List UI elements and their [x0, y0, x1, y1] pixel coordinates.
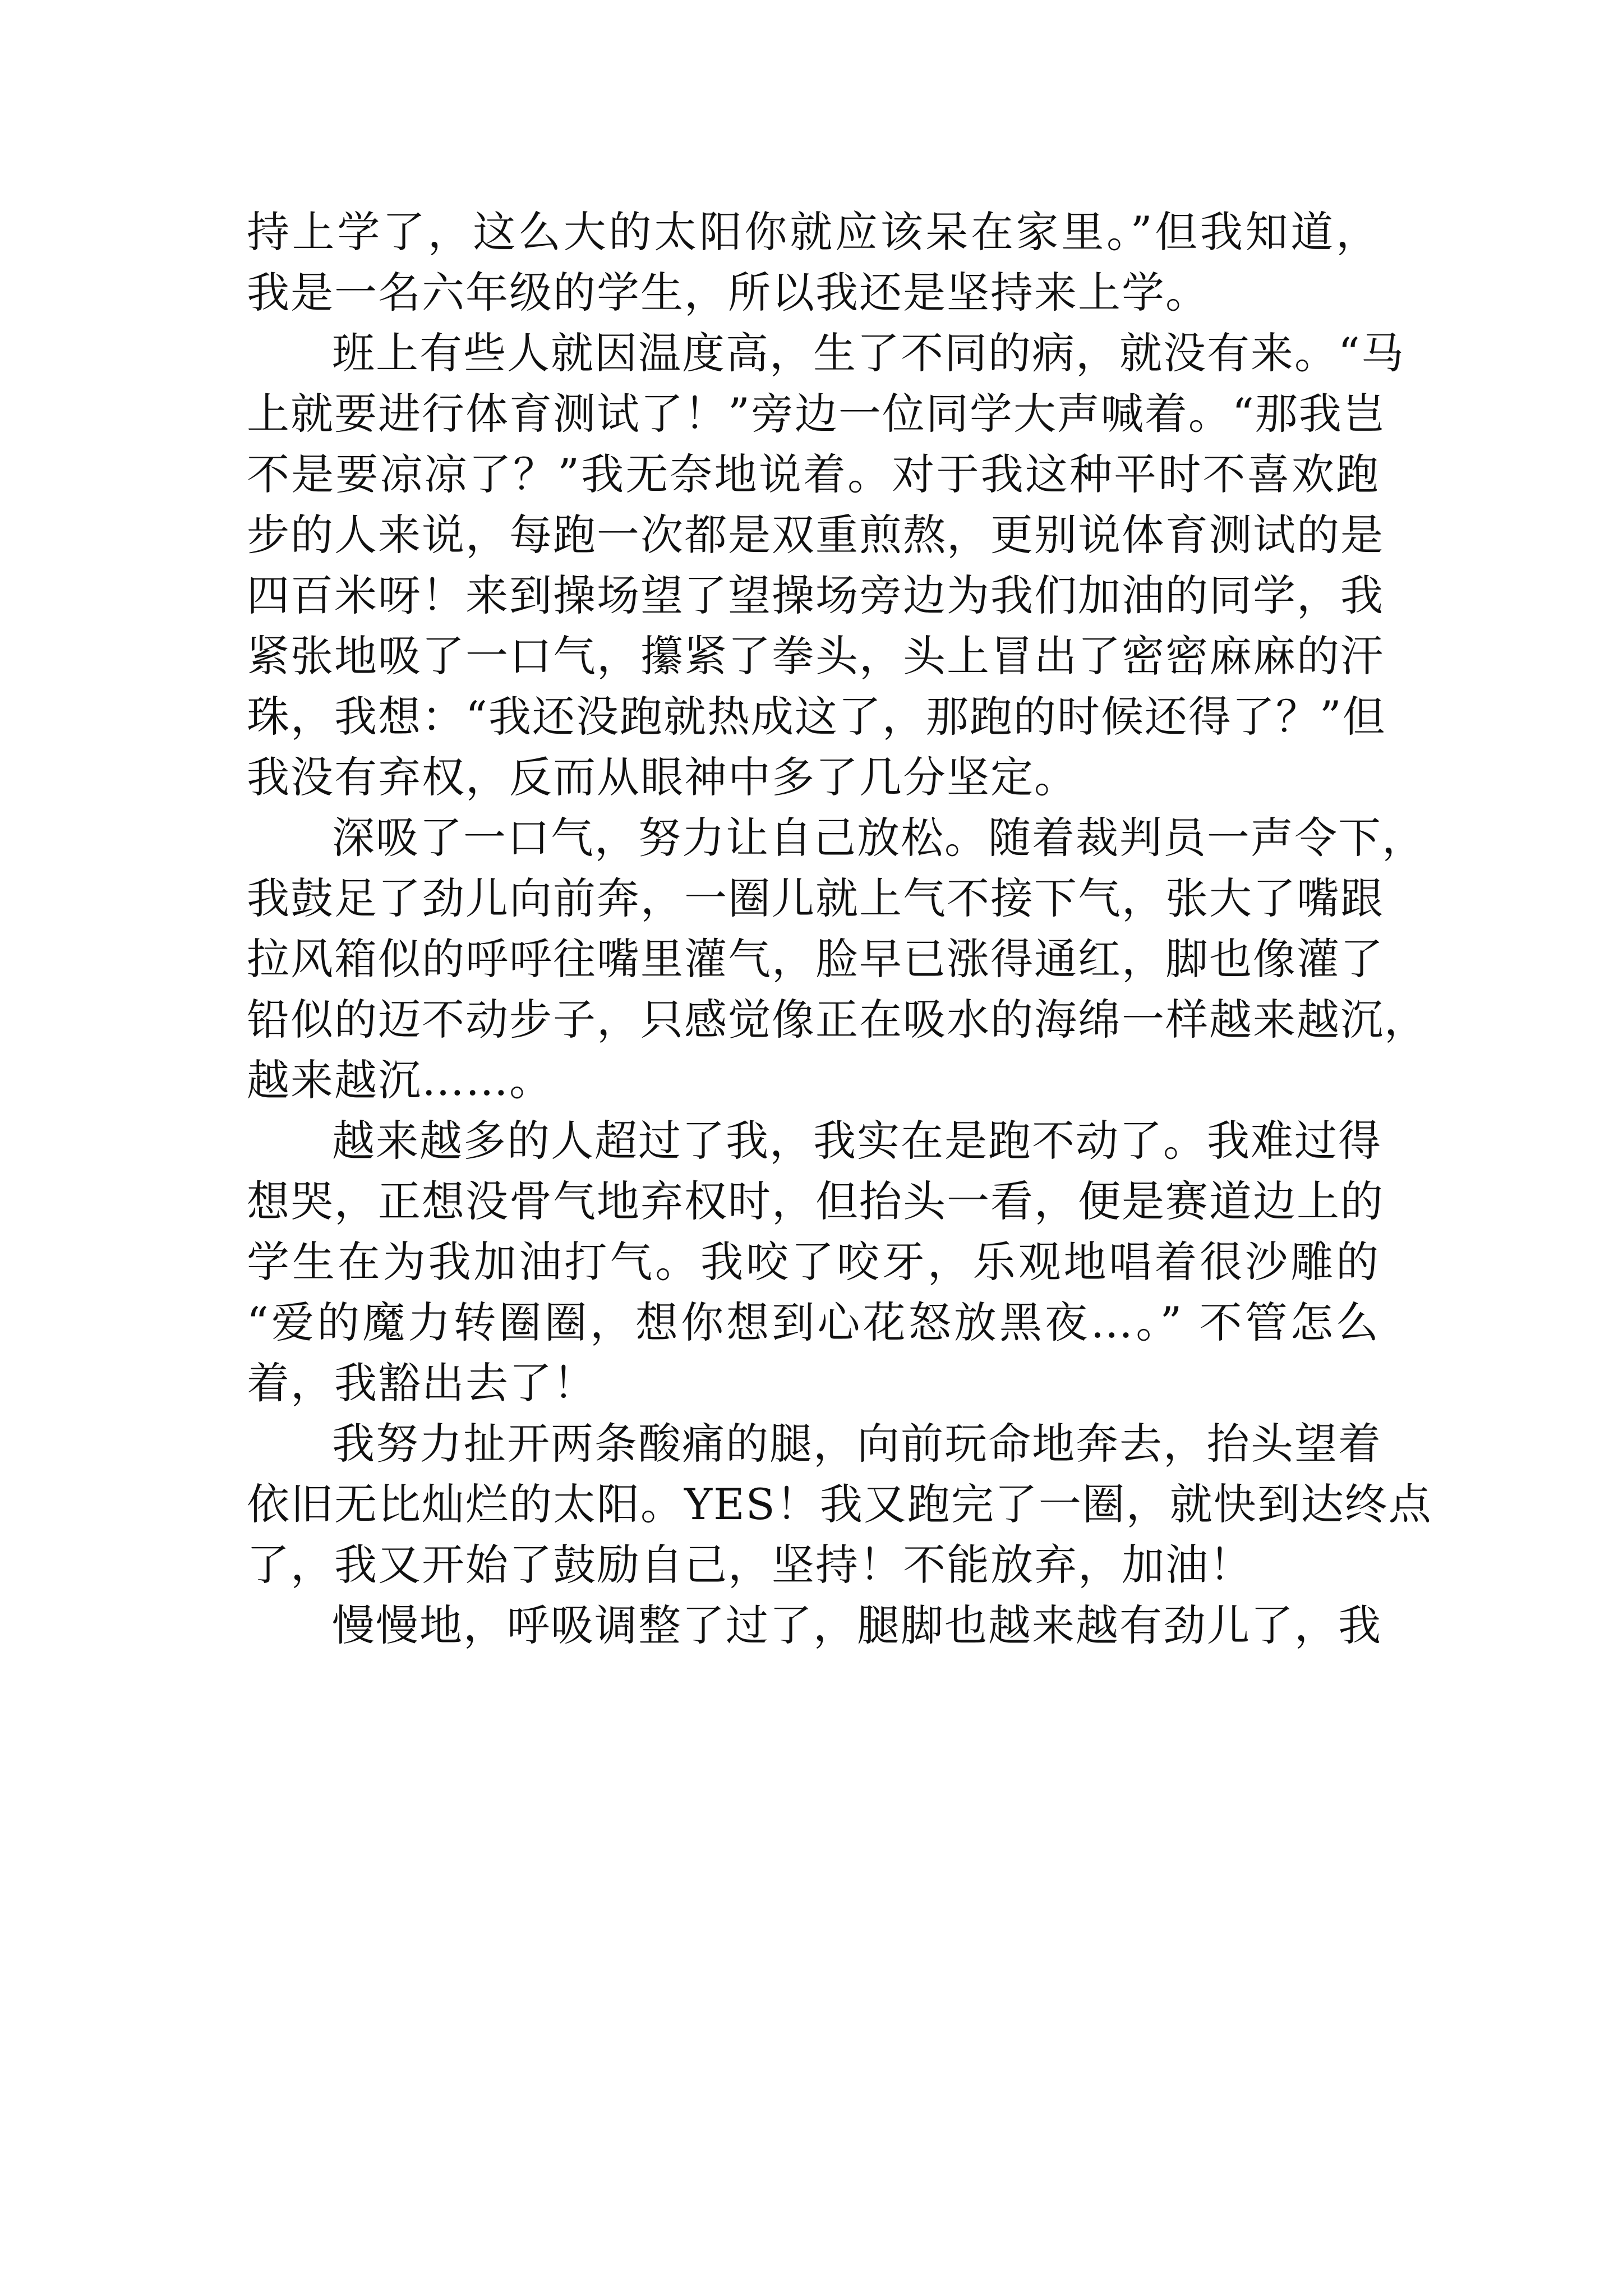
- paragraph-first-line: 深吸了一口气，努力让自己放松。随着裁判员一声令下，: [332, 813, 1426, 863]
- text-line: 着，我豁出去了！: [247, 1358, 597, 1408]
- text-line: 拉风箱似的呼呼往嘴里灌气，脸早已涨得通红，脚也像灌了: [247, 934, 1384, 984]
- text-line: 四百米呀！来到操场望了望操场旁边为我们加油的同学，我: [247, 570, 1384, 620]
- text-line: 了，我又开始了鼓励自己，坚持！不能放弃，加油！: [247, 1540, 1253, 1590]
- text-line: 依旧无比灿烂的太阳。YES！我又跑完了一圈，就快到达终点: [247, 1479, 1432, 1529]
- text-line: 学生在为我加油打气。我咬了咬牙，乐观地唱着很沙雕的: [247, 1237, 1380, 1287]
- text-line: 珠，我想：“我还没跑就热成这了，那跑的时候还得了？”但: [247, 692, 1386, 742]
- text-line: 我是一名六年级的学生，所以我还是坚持来上学。: [247, 268, 1209, 318]
- text-line: 铅似的迈不动步子，只感觉像正在吸水的海绵一样越来越沉，: [247, 995, 1428, 1045]
- paragraph-first-line: 慢慢地，呼吸调整了过了，腿脚也越来越有劲儿了，我: [332, 1600, 1382, 1650]
- text-line: 我没有弃权，反而从眼神中多了几分坚定。: [247, 752, 1078, 802]
- text-line: 紧张地吸了一口气，攥紧了拳头，头上冒出了密密麻麻的汗: [247, 631, 1384, 681]
- text-line: 步的人来说，每跑一次都是双重煎熬，更别说体育测试的是: [247, 510, 1384, 560]
- text-line: “爱的魔力转圈圈，想你想到心花怒放黑夜…。” 不管怎么: [247, 1297, 1380, 1347]
- text-line: 不是要凉凉了？”我无奈地说着。对于我这种平时不喜欢跑: [247, 449, 1380, 499]
- paragraph-first-line: 班上有些人就因温度高，生了不同的病，就没有来。“马: [332, 328, 1405, 378]
- paragraph-first-line: 我努力扯开两条酸痛的腿，向前玩命地奔去，抬头望着: [332, 1419, 1382, 1469]
- text-line: 上就要进行体育测试了！”旁边一位同学大声喊着。“那我岂: [247, 389, 1386, 439]
- text-line: 想哭，正想没骨气地弃权时，但抬头一看，便是赛道边上的: [247, 1176, 1384, 1226]
- text-line: 我鼓足了劲儿向前奔，一圈儿就上气不接下气，张大了嘴跟: [247, 873, 1384, 923]
- essay-body: [247, 202, 1432, 1656]
- text-line: 持上学了，这么大的太阳你就应该呆在家里。”但我知道，: [247, 207, 1380, 257]
- text-line: 越来越沉……。: [247, 1055, 553, 1105]
- paragraph-first-line: 越来越多的人超过了我，我实在是跑不动了。我难过得: [332, 1116, 1382, 1166]
